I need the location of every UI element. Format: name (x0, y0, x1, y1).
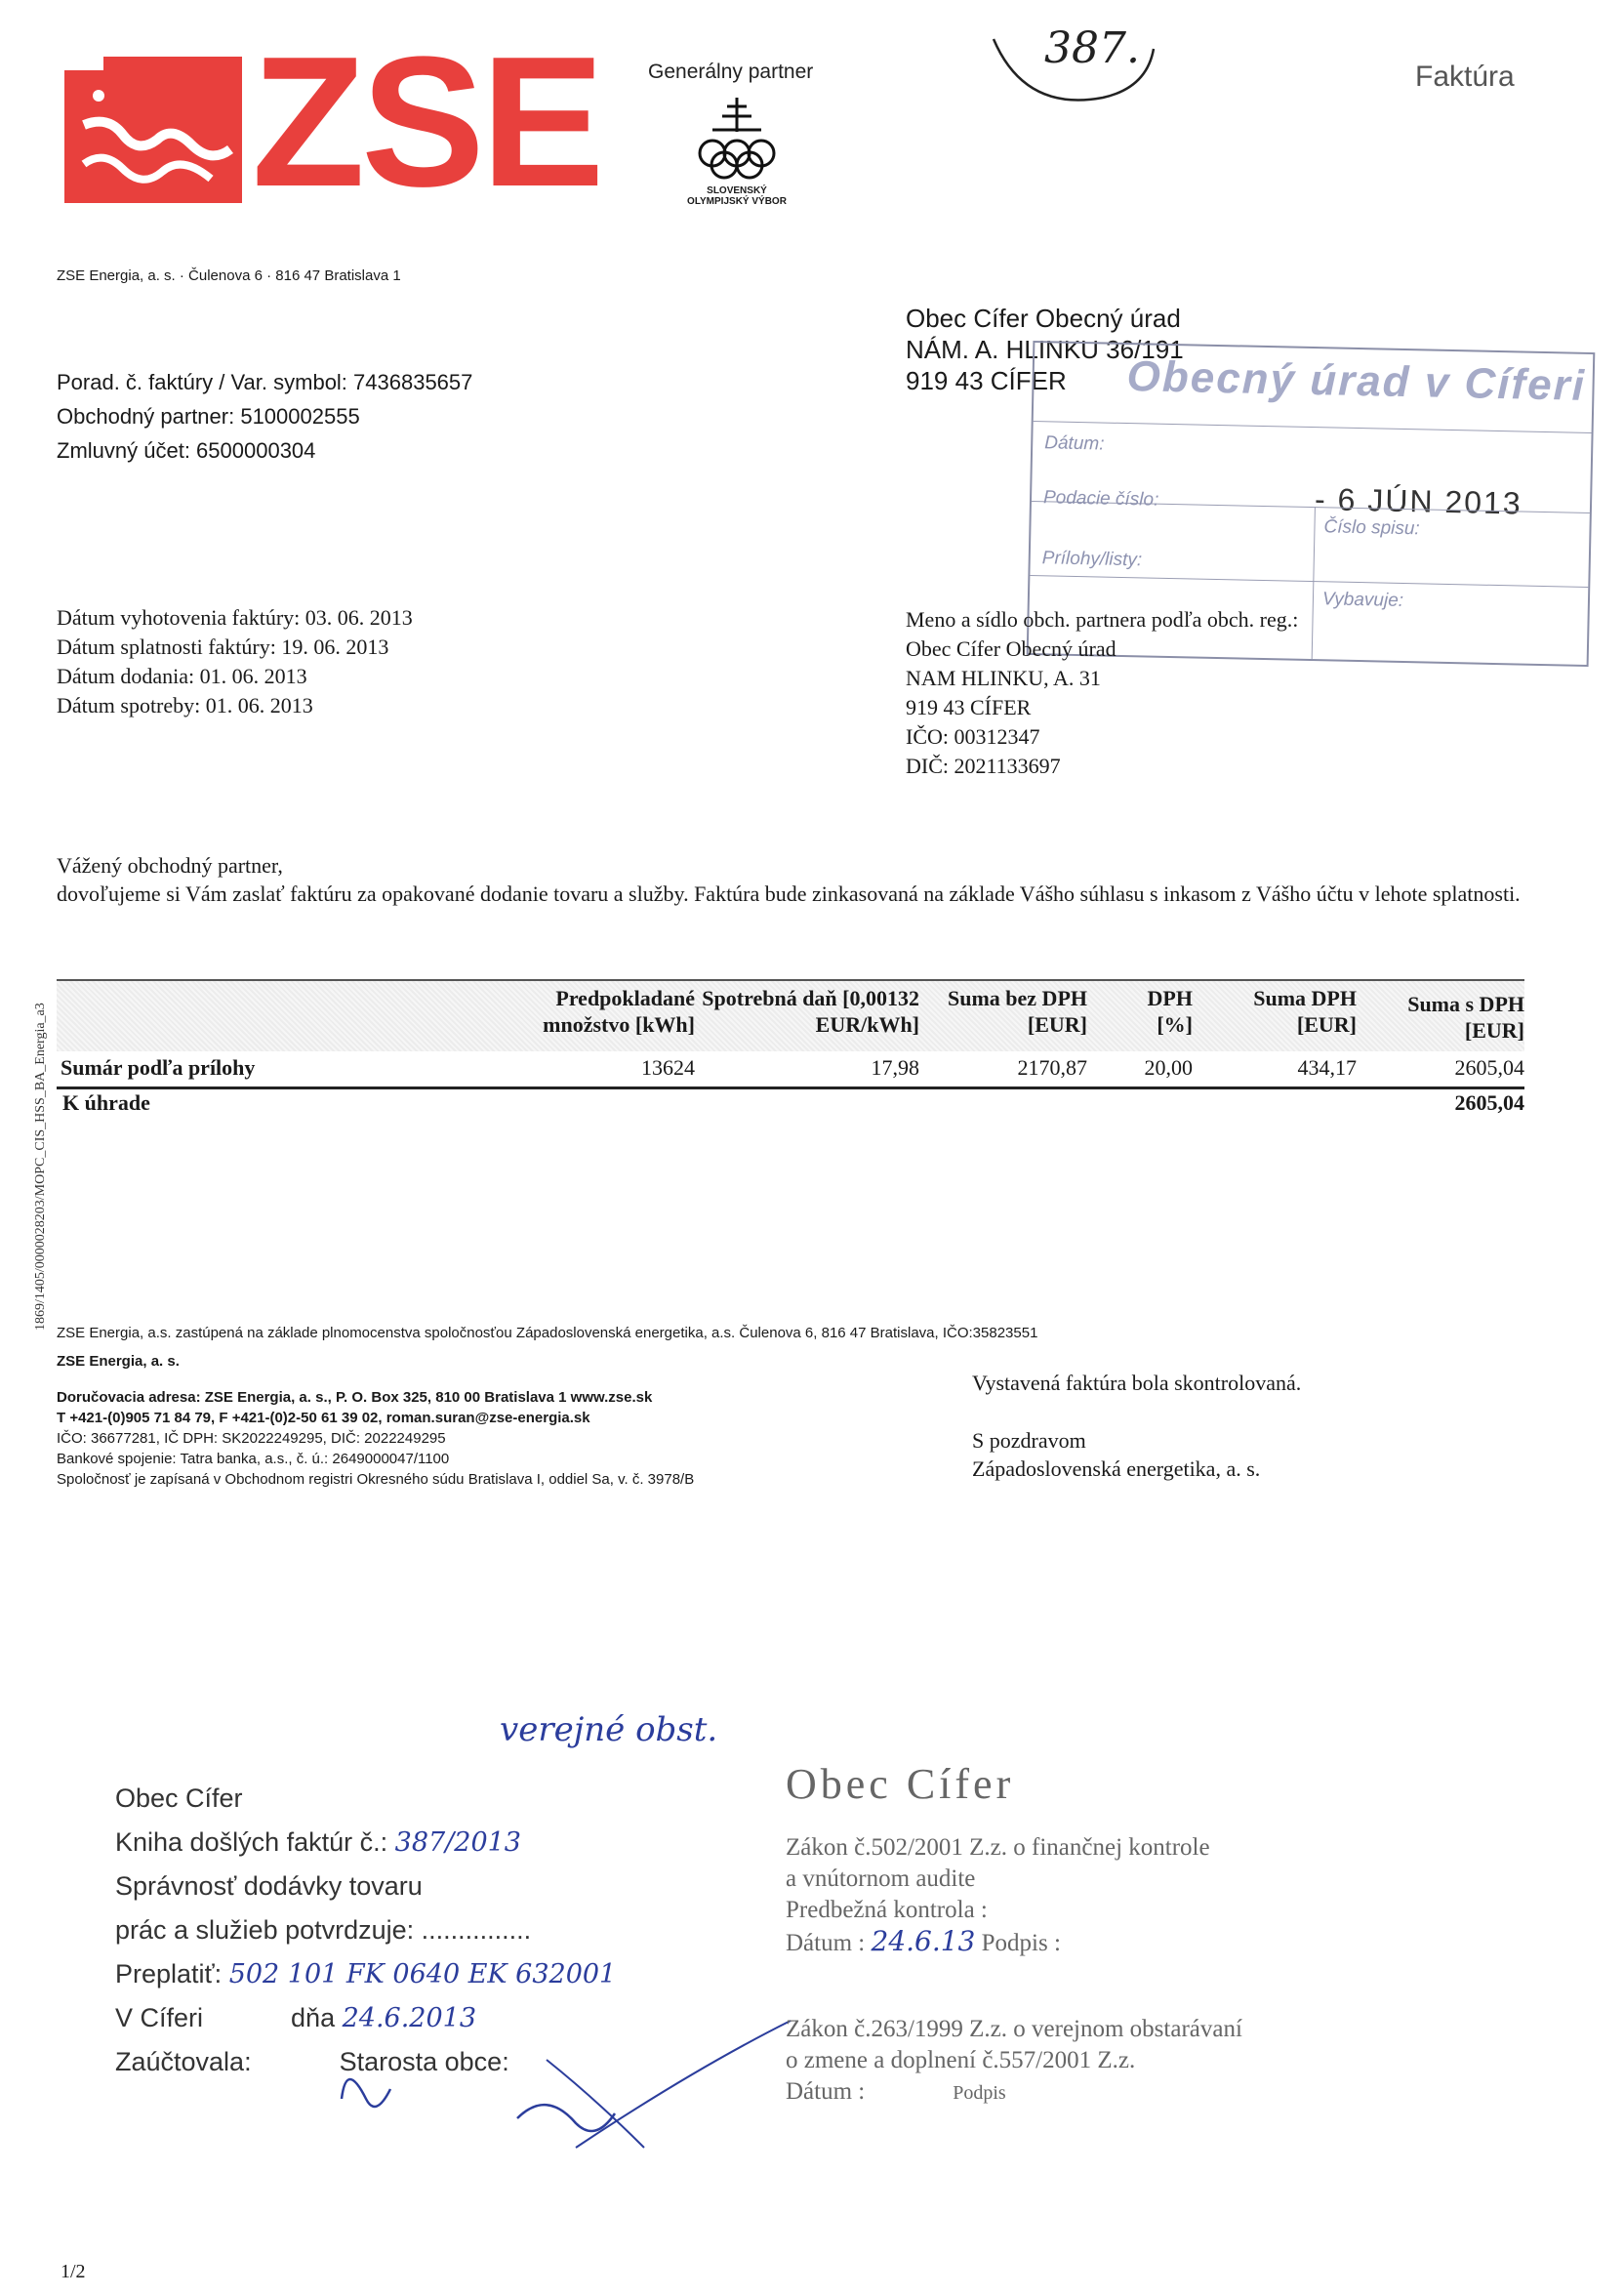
olympic-emblem (683, 93, 791, 207)
table-header-cell: DPH [%] (1147, 986, 1193, 1037)
business-partner: Obchodný partner: 5100002555 (57, 404, 360, 429)
book-line: Správnosť dodávky tovaru (115, 1871, 423, 1901)
table-body (57, 1051, 1524, 1122)
table-header-cell: Suma s DPH [EUR] (1407, 992, 1524, 1043)
table-header-cell: Suma DPH [EUR] (1253, 986, 1357, 1037)
legal-line: ZSE Energia, a.s. zastúpená na základe plnomocenstva spoločnosťou Západoslovenská energetika, a.s. Čulenova 6, 816 47 Bratislava, IČO:35823551 (57, 1325, 1038, 1341)
partner-reg-street: NAM HLINKU, A. 31 (906, 666, 1101, 690)
partner-reg-ico: IČO: 00312347 (906, 724, 1040, 749)
law-line: o zmene a doplnení č.557/2001 Z.z. (786, 2047, 1136, 2073)
greeting-body: dovoľujeme si Vám zaslať faktúru za opakované dodanie tovaru a služby. Faktúra bude zinkasovaná na základe Vášho súhlasu s inkasom z Vášho účtu v lehote splatnosti. (57, 882, 1521, 906)
closing-regards: S pozdravom (972, 1428, 1086, 1453)
stamp-reg-label: Podacie číslo: (1042, 487, 1159, 511)
invoice-info (57, 365, 472, 468)
handwritten-invoice-number (986, 20, 1161, 107)
law-line: Zákon č.263/1999 Z.z. o verejnom obstarávaní (786, 2016, 1242, 2042)
table-header (57, 979, 1524, 1051)
partner-reg-heading: Meno a sídlo obch. partnera podľa obch. reg.: (906, 607, 1299, 632)
table-cell: 20,00 (1144, 1055, 1193, 1080)
law-line: a vnútornom audite (786, 1866, 976, 1892)
book-line-date: V Cíferi dňa 24.6.2013 (115, 2003, 477, 2033)
legal-line: ZSE Energia, a. s. (57, 1353, 180, 1370)
zse-logo-text: ZSE (252, 19, 601, 226)
stamp-file-label: Číslo spisu: (1323, 516, 1420, 540)
pay-codes-handwritten: 502 101 FK 0640 EK 632001 (228, 1959, 617, 1989)
closing-block (972, 1369, 1301, 1483)
stamp-date-value: - 6 JÚN 2013 (1314, 481, 1522, 521)
closing-checked: Vystavená faktúra bola skontrolovaná. (972, 1371, 1302, 1395)
book-line: Obec Cífer (115, 1784, 243, 1813)
law-date-handwritten: 24.6.13 (871, 1925, 976, 1957)
contract-account: Zmluvný účet: 6500000304 (57, 438, 316, 463)
invoice-number-handwritten: 387. (1044, 23, 1140, 73)
book-line-pay: Preplatiť: 502 101 FK 0640 EK 632001 (115, 1959, 617, 1989)
table-header-cell: Suma bez DPH [EUR] (948, 986, 1087, 1037)
legal-line: Doručovacia adresa: ZSE Energia, a. s., P. O. Box 325, 810 00 Bratislava 1 www.zse.sk (57, 1389, 653, 1406)
legal-line: Spoločnosť je zapísaná v Obchodnom registri Okresného súdu Bratislava I, oddiel Sa, v. č. 3978/B (57, 1471, 695, 1488)
law-line-date-2: Dátum : Podpis (786, 2078, 1006, 2105)
stamp-attachments-label: Prílohy/listy: (1041, 548, 1143, 571)
partner-reg-dic: DIČ: 2021133697 (906, 754, 1061, 778)
table-cell: 2170,87 (1017, 1055, 1087, 1080)
total-value: 2605,04 (1454, 1090, 1524, 1115)
date-issued: Dátum vyhotovenia faktúry: 03. 06. 2013 (57, 605, 413, 630)
table-cell: 17,98 (871, 1055, 919, 1080)
invoice-table (57, 979, 1524, 1122)
recipient-line-3: 919 43 CÍFER (906, 366, 1067, 395)
signature-scribble-icon (322, 1952, 830, 2167)
zse-logo-mark (64, 57, 242, 203)
partner-reg-city: 919 43 CÍFER (906, 695, 1032, 719)
partner-reg-name: Obec Cífer Obecný úrad (906, 636, 1116, 661)
legal-line: IČO: 36677281, IČ DPH: SK2022249295, DIČ: 2022249295 (57, 1430, 446, 1447)
document-title: Faktúra (1415, 61, 1515, 93)
partner-registration (906, 605, 1298, 781)
table-header-cell: Predpokladané množstvo [kWh] (543, 986, 695, 1037)
table-cell: 434,17 (1297, 1055, 1357, 1080)
book-line-number: Kniha došlých faktúr č.: 387/2013 (115, 1827, 521, 1858)
greeting (57, 851, 1521, 908)
date-due: Dátum splatnosti faktúry: 19. 06. 2013 (57, 635, 389, 659)
book-line: Zaúčtovala: Starosta obce: (115, 2047, 509, 2076)
partner-label: Generálny partner (648, 61, 814, 83)
stamp-handler-label: Vybavuje: (1321, 589, 1404, 612)
law-line: Predbežná kontrola : (786, 1897, 988, 1923)
legal-line: T +421-(0)905 71 84 79, F +421-(0)2-50 61 39 02, roman.suran@zse-energia.sk (57, 1410, 590, 1426)
invoice-dates (57, 603, 413, 720)
book-date-handwritten: 24.6.2013 (342, 2003, 477, 2033)
date-delivery: Dátum dodania: 01. 06. 2013 (57, 664, 307, 688)
olympic-rings-icon (683, 93, 791, 181)
table-header-cell: Spotrebná daň [0,00132 EUR/kWh] (702, 986, 919, 1037)
recipient-line-2: NÁM. A. HLINKU 36/191 (906, 335, 1184, 364)
stamp-date-label: Dátum: (1044, 432, 1105, 455)
legal-line: Bankové spojenie: Tatra banka, a.s., č. ú.: 2649000047/1100 (57, 1451, 450, 1467)
total-label: K úhrade (62, 1090, 150, 1115)
var-symbol: Porad. č. faktúry / Var. symbol: 7436835657 (57, 370, 473, 394)
date-consumption: Dátum spotreby: 01. 06. 2013 (57, 693, 313, 718)
salutation: Vážený obchodný partner, (57, 853, 283, 878)
law-line-date: Dátum : 24.6.13 Podpis : (786, 1925, 1061, 1957)
table-cell: 2605,04 (1454, 1055, 1524, 1080)
law-line: Zákon č.502/2001 Z.z. o finančnej kontrole (786, 1834, 1210, 1861)
page-number: 1/2 (61, 2261, 86, 2282)
book-number-handwritten: 387/2013 (394, 1827, 521, 1858)
recipient-line-1: Obec Cífer Obecný úrad (906, 304, 1181, 333)
stamp-title: Obecný úrad v Cíferi (1126, 352, 1587, 410)
table-cell: 13624 (641, 1055, 695, 1080)
handwritten-note: verejné obst. (500, 1710, 718, 1749)
closing-company: Západoslovenská energetika, a. s. (972, 1456, 1261, 1481)
table-row-label: Sumár podľa prílohy (61, 1055, 256, 1080)
law-stamp-title: Obec Cífer (786, 1760, 1015, 1808)
zse-logo-glyph-icon (64, 57, 242, 203)
legal-footer (57, 1323, 1037, 1490)
olympic-label: SLOVENSKÝ OLYMPIJSKÝ VÝBOR (687, 185, 787, 207)
law-stamp (786, 1759, 1242, 2109)
sender-address: ZSE Energia, a. s. · Čulenova 6 · 816 47 Bratislava 1 (57, 267, 401, 284)
book-line: prác a služieb potvrdzuje: ............... (115, 1915, 532, 1945)
side-reference: 1869/1405/0000028203/MOPC_CIS_HSS_BA_Energia_a3 (33, 1003, 48, 1331)
